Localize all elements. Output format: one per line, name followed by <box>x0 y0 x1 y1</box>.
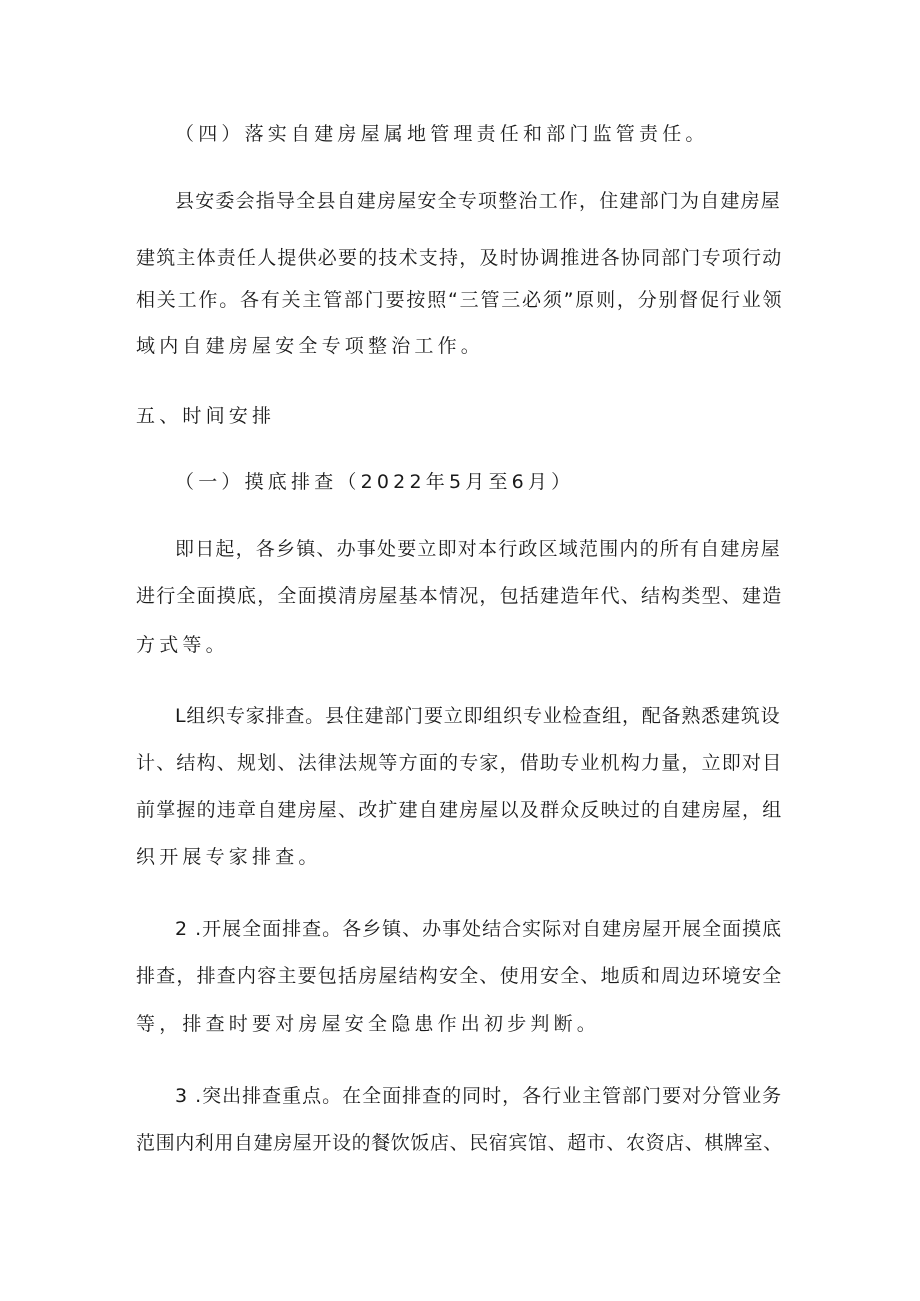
paragraph-1-line-3: 相关工作。各有关主管部门要按照“三管三必须”原则，分别督促行业领 <box>136 289 784 311</box>
section-4-heading: （四）落实自建房屋属地管理责任和部门监管责任。 <box>175 123 709 145</box>
paragraph-2-line-3: 方式等。 <box>136 634 229 656</box>
paragraph-2-line-1: 即日起，各乡镇、办事处要立即对本行政区域范围内的所有自建房屋 <box>175 538 782 560</box>
paragraph-4-line-3: 等，排查时要对房屋安全隐患作出初步判断。 <box>136 1013 601 1035</box>
paragraph-3-line-2: 计、结构、规划、法律法规等方面的专家，借助专业机构力量，立即对目 <box>136 752 783 774</box>
paragraph-5-line-2: 范围内利用自建房屋开设的餐饮饭店、民宿宾馆、超市、农资店、棋牌室、 <box>136 1132 783 1154</box>
paragraph-1-line-4: 域内自建房屋安全专项整治工作。 <box>136 335 485 357</box>
section-5-heading: 五、时间安排 <box>136 405 276 427</box>
paragraph-3-line-1: L组织专家排查。县住建部门要立即组织专业检查组，配备熟悉建筑设 <box>175 705 781 727</box>
paragraph-5-line-1: 3 .突出排查重点。在全面排查的同时，各行业主管部门要对分管业务 <box>175 1085 783 1107</box>
paragraph-3-line-4: 织开展专家排查。 <box>136 846 322 868</box>
subsection-1-heading: （一）摸底排查（2022年5月至6月） <box>175 471 575 493</box>
paragraph-3-line-3: 前掌握的违章自建房屋、改扩建自建房屋以及群众反映过的自建房屋，组 <box>136 799 783 821</box>
paragraph-4-line-2: 排查，排查内容主要包括房屋结构安全、使用安全、地质和周边环境安全 <box>136 965 783 987</box>
paragraph-1-line-2: 建筑主体责任人提供必要的技术支持，及时协调推进各协同部门专项行动 <box>136 247 783 269</box>
paragraph-2-line-2: 进行全面摸底，全面摸清房屋基本情况，包括建造年代、结构类型、建造 <box>136 585 783 607</box>
paragraph-4-line-1: 2 .开展全面排查。各乡镇、办事处结合实际对自建房屋开展全面摸底 <box>175 918 783 940</box>
paragraph-1-line-1: 县安委会指导全县自建房屋安全专项整治工作，住建部门为自建房屋 <box>175 190 782 212</box>
